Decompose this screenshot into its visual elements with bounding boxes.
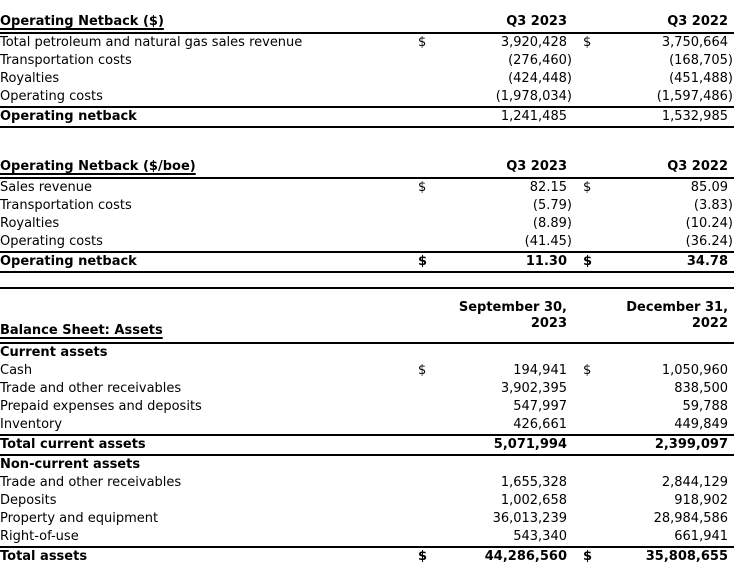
currency-symbol: [572, 233, 607, 252]
spacer-cell: [418, 455, 442, 474]
currency-symbol: [418, 510, 442, 528]
row-label: Sales revenue: [0, 180, 92, 195]
row-label: Prepaid expenses and deposits: [0, 399, 202, 414]
table-row: [0, 380, 734, 398]
amount-q3-2022: (36.24): [685, 234, 733, 249]
operating-netback-boe-table: [0, 155, 734, 273]
currency-symbol: $: [418, 35, 427, 50]
operating-netback-dollar-table: [0, 10, 734, 128]
table-row: [0, 33, 734, 52]
table-row: [0, 398, 734, 416]
currency-symbol: $: [583, 180, 592, 195]
amount-dec-2022: 838,500: [674, 381, 729, 396]
table-row: [0, 52, 734, 70]
amount-q3-2023: (1,978,034): [495, 89, 572, 104]
currency-symbol: [572, 380, 607, 398]
column-header-line: September 30,: [458, 299, 567, 315]
amount-q3-2022: (3.83): [693, 198, 733, 213]
amount-q3-2023: (424,448): [508, 71, 572, 86]
amount-sep-2023: 426,661: [513, 417, 567, 432]
currency-symbol: [418, 233, 442, 252]
section-label: Current assets: [0, 345, 108, 360]
total-row: [0, 252, 734, 272]
amount-q3-2023: (5.79): [532, 198, 572, 213]
currency-symbol: $: [583, 363, 592, 378]
spacer-cell: [607, 455, 734, 474]
amount-sep-2023: 36,013,239: [492, 511, 567, 526]
spacer-cell: [572, 343, 607, 362]
amount-dec-2022: 918,902: [674, 493, 729, 508]
currency-symbol: [572, 510, 607, 528]
total-row: [0, 547, 734, 564]
amount-dec-2022: 1,050,960: [661, 363, 729, 378]
table-row: [0, 474, 734, 492]
amount-dec-2022: 2,399,097: [607, 435, 734, 455]
column-header-line: December 31,: [626, 299, 729, 315]
currency-symbol: [572, 107, 607, 127]
amount-dec-2022: 2,844,129: [661, 475, 729, 490]
amount-q3-2023: 82.15: [529, 180, 567, 195]
amount-q3-2022: (168,705): [669, 53, 733, 68]
amount-q3-2022: 1,532,985: [607, 107, 734, 127]
currency-symbol: [572, 52, 607, 70]
currency-symbol: [418, 107, 442, 127]
column-header-sep-30-2023: [418, 288, 572, 343]
table-header-row: [0, 288, 734, 343]
amount-sep-2023: 1,002,658: [500, 493, 567, 508]
amount-q3-2022: (10.24): [685, 216, 733, 231]
row-label: Operating costs: [0, 234, 103, 249]
amount-q3-2023: 3,920,428: [500, 35, 567, 50]
column-header-q3-2023: Q3 2023: [442, 10, 572, 33]
spacer-cell: [418, 343, 442, 362]
currency-symbol: $: [418, 547, 442, 564]
currency-symbol: $: [572, 547, 607, 564]
currency-symbol: [418, 70, 442, 88]
total-row: [0, 107, 734, 127]
row-label: Cash: [0, 363, 33, 378]
row-label: Trade and other receivables: [0, 475, 182, 490]
table-row: [0, 492, 734, 510]
amount-q3-2023: 11.30: [442, 252, 572, 272]
amount-sep-2023: 194,941: [513, 363, 567, 378]
amount-q3-2022: 3,750,664: [661, 35, 728, 50]
column-header-line: 2023: [530, 315, 567, 331]
currency-symbol: [572, 197, 607, 215]
currency-symbol: $: [418, 180, 427, 195]
column-header-q3-2022: Q3 2022: [607, 155, 734, 178]
amount-q3-2023: 1,241,485: [442, 107, 572, 127]
row-label: Right-of-use: [0, 529, 79, 544]
total-row: [0, 435, 734, 455]
amount-dec-2022: 449,849: [674, 417, 729, 432]
amount-dec-2022: 28,984,586: [653, 511, 729, 526]
amount-q3-2022: (1,597,486): [656, 89, 733, 104]
section-row: [0, 343, 734, 362]
table-row: [0, 510, 734, 528]
spacer-cell: [607, 343, 734, 362]
amount-q3-2023: (41.45): [524, 234, 572, 249]
currency-symbol: [572, 88, 607, 107]
spacer-cell: [442, 455, 572, 474]
currency-symbol: [418, 416, 442, 435]
currency-symbol: [572, 398, 607, 416]
column-header-line: 2022: [691, 315, 729, 331]
currency-symbol: [572, 416, 607, 435]
currency-symbol: [418, 52, 442, 70]
currency-symbol: $: [418, 252, 442, 272]
spacer-cell: [418, 10, 442, 33]
table-row: [0, 88, 734, 107]
table-row: [0, 362, 734, 380]
column-header-q3-2022: Q3 2022: [607, 10, 734, 33]
amount-q3-2023: (276,460): [508, 53, 572, 68]
row-label: Deposits: [0, 493, 57, 508]
spacer-cell: [442, 343, 572, 362]
spacer-cell: [572, 155, 607, 178]
amount-sep-2023: 44,286,560: [442, 547, 572, 564]
row-label: Transportation costs: [0, 198, 132, 213]
amount-q3-2022: 34.78: [607, 252, 734, 272]
currency-symbol: [418, 88, 442, 107]
currency-symbol: [572, 492, 607, 510]
currency-symbol: $: [583, 35, 592, 50]
row-label: Total petroleum and natural gas sales revenue: [0, 35, 303, 50]
table-row: [0, 416, 734, 435]
currency-symbol: [572, 474, 607, 492]
amount-dec-2022: 59,788: [682, 399, 729, 414]
amount-sep-2023: 543,340: [513, 529, 567, 544]
spacer-cell: [572, 10, 607, 33]
amount-dec-2022: 661,941: [674, 529, 729, 544]
table-header-row: [0, 10, 734, 33]
currency-symbol: [572, 215, 607, 233]
currency-symbol: $: [572, 252, 607, 272]
currency-symbol: [418, 492, 442, 510]
currency-symbol: [418, 197, 442, 215]
table-row: [0, 70, 734, 88]
table-row: [0, 528, 734, 547]
section-row: [0, 455, 734, 474]
currency-symbol: [572, 528, 607, 547]
row-label: Transportation costs: [0, 53, 132, 68]
column-header-dec-31-2022: [572, 288, 734, 343]
row-label: Inventory: [0, 417, 63, 432]
spacer-cell: [572, 455, 607, 474]
row-label: Total current assets: [0, 435, 418, 455]
row-label: Property and equipment: [0, 511, 159, 526]
row-label: Royalties: [0, 216, 60, 231]
amount-q3-2022: 85.09: [690, 180, 728, 195]
amount-sep-2023: 547,997: [513, 399, 567, 414]
spacer-cell: [418, 155, 442, 178]
amount-sep-2023: 5,071,994: [442, 435, 572, 455]
amount-sep-2023: 3,902,395: [500, 381, 567, 396]
table-header-row: [0, 155, 734, 178]
row-label: Operating costs: [0, 89, 103, 104]
table-row: [0, 197, 734, 215]
currency-symbol: [418, 474, 442, 492]
currency-symbol: [572, 70, 607, 88]
column-header-q3-2023: Q3 2023: [442, 155, 572, 178]
row-label: Royalties: [0, 71, 60, 86]
currency-symbol: $: [418, 363, 427, 378]
currency-symbol: [418, 435, 442, 455]
amount-q3-2022: (451,488): [669, 71, 733, 86]
table-row: [0, 233, 734, 252]
currency-symbol: [418, 215, 442, 233]
row-label: Total assets: [0, 547, 418, 564]
currency-symbol: [418, 380, 442, 398]
table-row: [0, 178, 734, 197]
amount-sep-2023: 1,655,328: [500, 475, 567, 490]
section-label: Non-current assets: [0, 457, 141, 472]
row-label: Operating netback: [0, 107, 418, 127]
currency-symbol: [572, 435, 607, 455]
table-row: [0, 215, 734, 233]
table-title: Operating Netback ($/boe): [0, 155, 418, 178]
currency-symbol: [418, 398, 442, 416]
row-label: Operating netback: [0, 252, 418, 272]
currency-symbol: [418, 528, 442, 547]
amount-q3-2023: (8.89): [532, 216, 572, 231]
amount-dec-2022: 35,808,655: [607, 547, 734, 564]
table-title: Operating Netback ($): [0, 10, 418, 33]
table-title: Balance Sheet: Assets: [0, 288, 418, 343]
row-label: Trade and other receivables: [0, 381, 182, 396]
balance-sheet-assets-table: [0, 287, 734, 564]
